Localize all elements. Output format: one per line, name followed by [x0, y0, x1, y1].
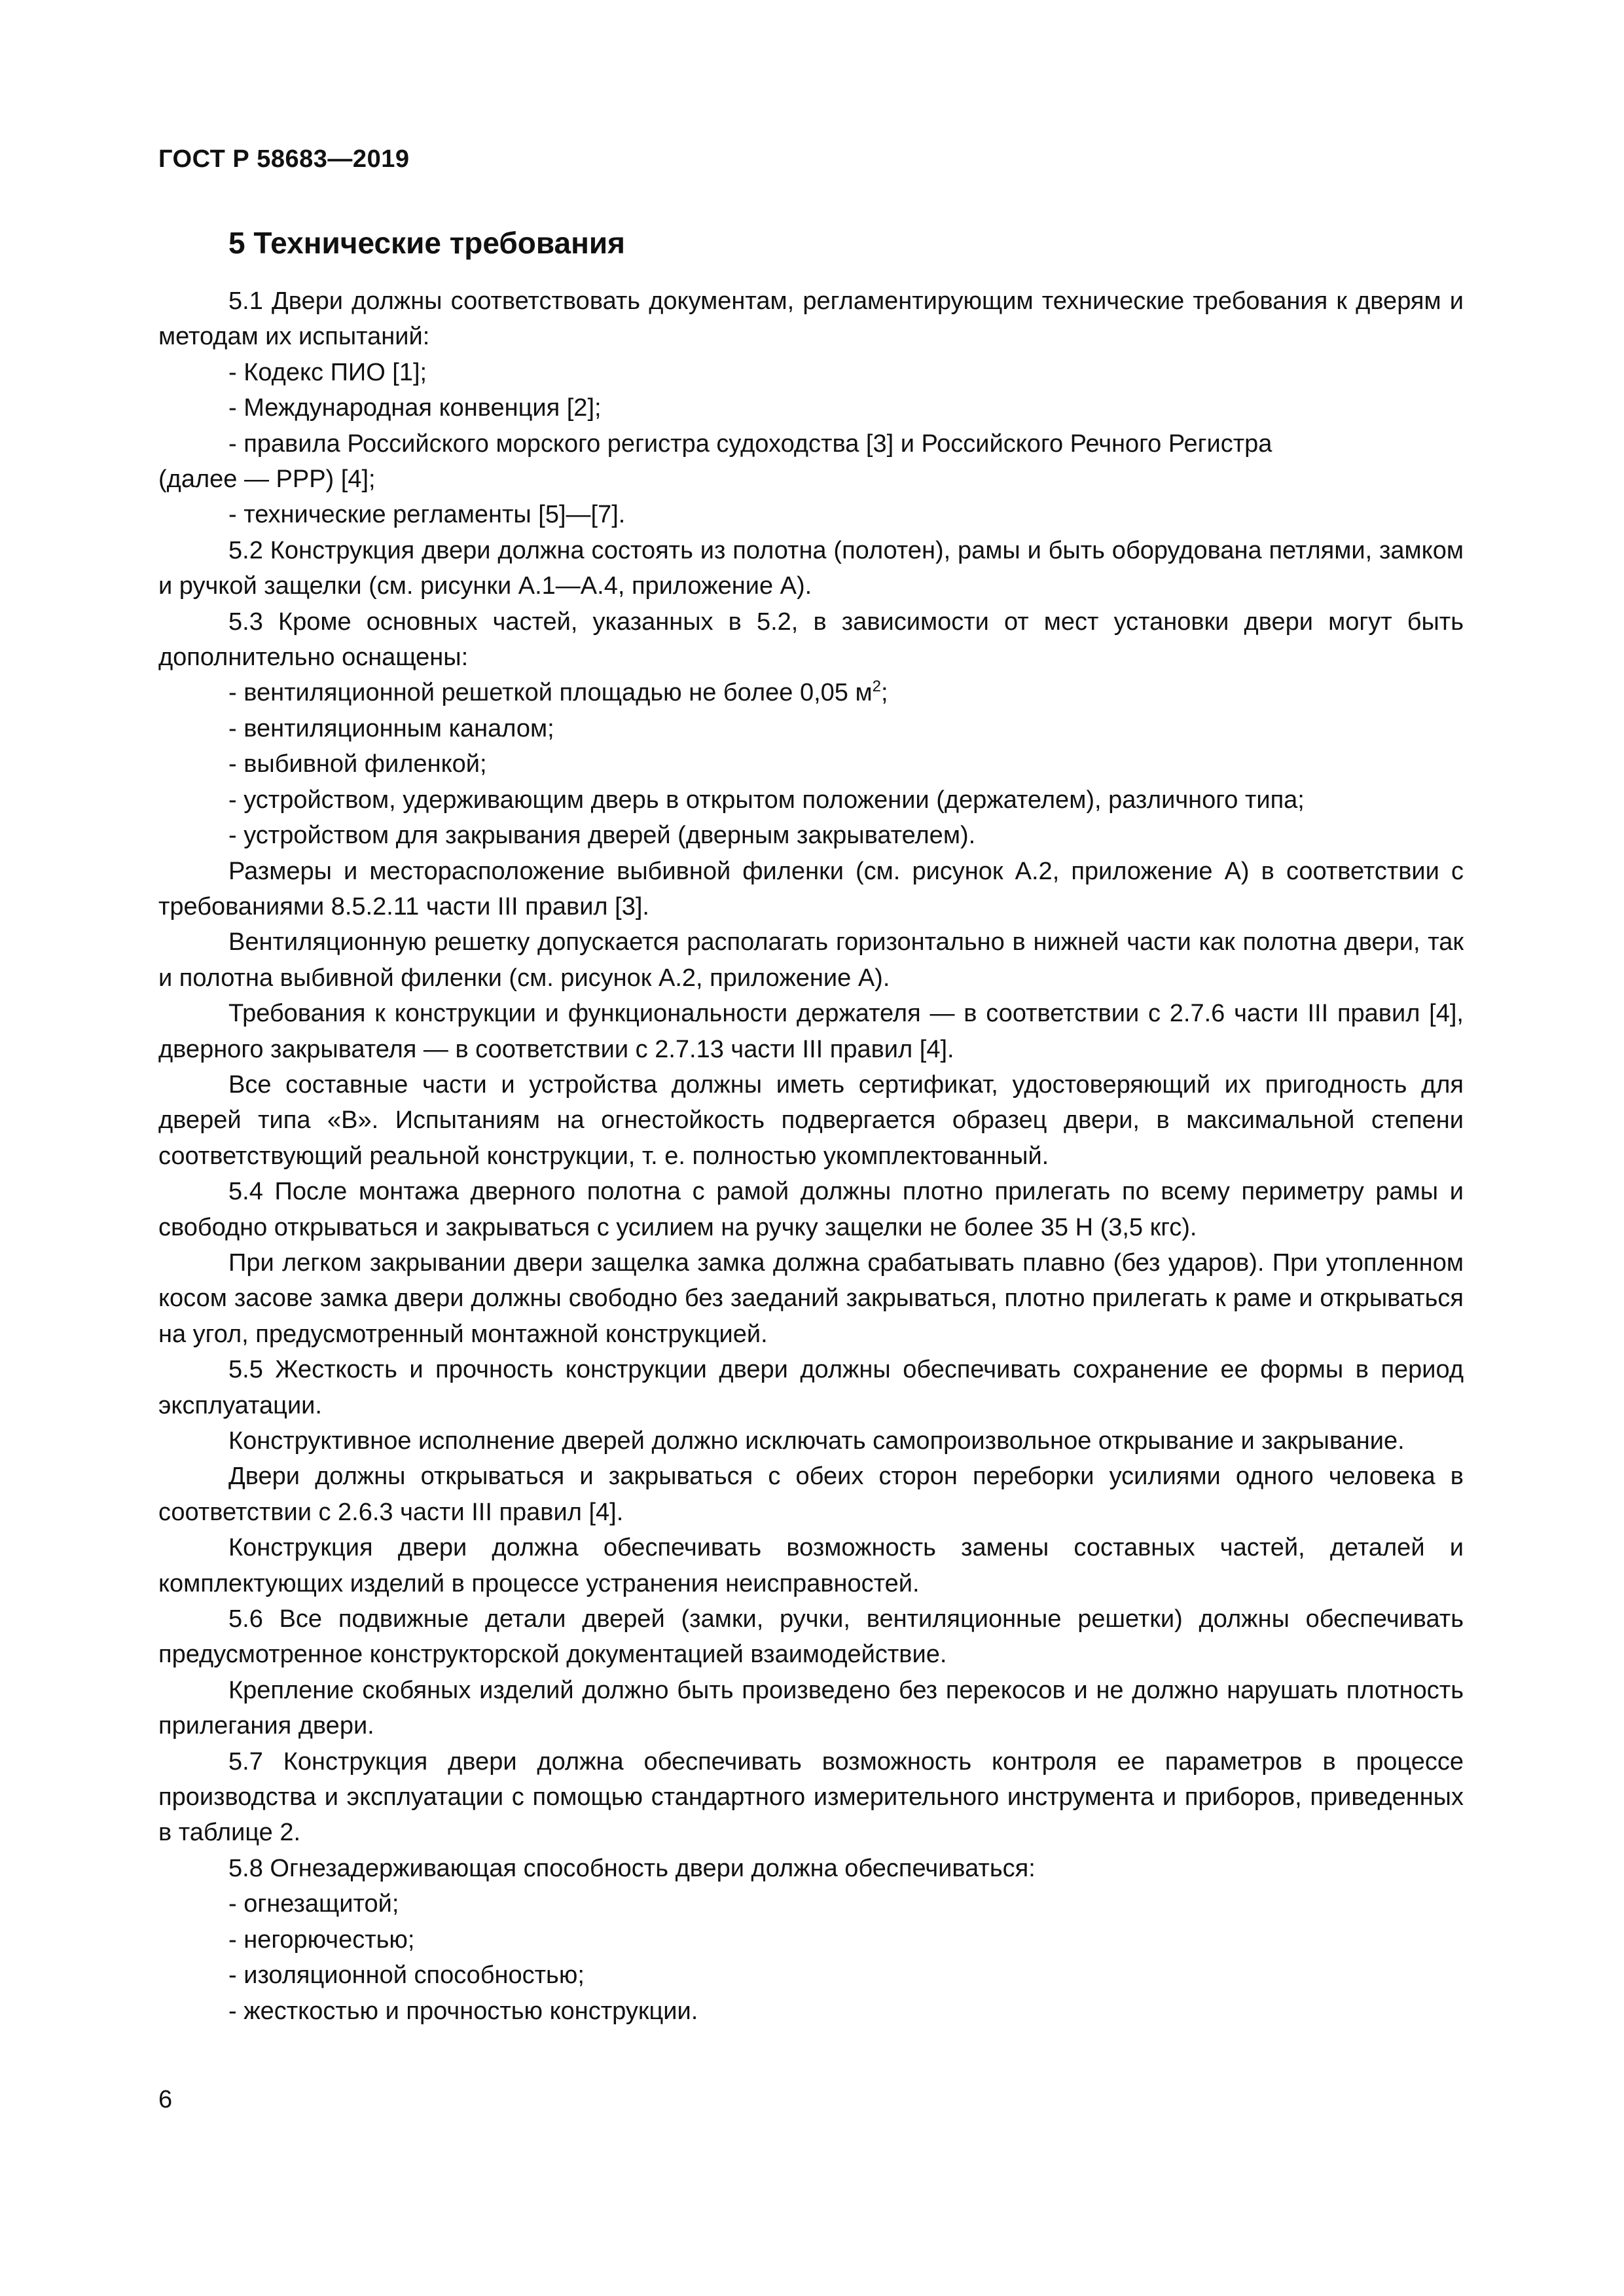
- document-code-header: ГОСТ Р 58683—2019: [158, 145, 410, 173]
- list-item: [158, 355, 1464, 390]
- list-item: [158, 746, 1464, 782]
- paragraph-list: [158, 283, 1464, 2029]
- paragraph: [158, 604, 1464, 676]
- paragraph-text: 5.4 После монтажа дверного полотна с рамой должны плотно прилегать по всему периметру рамы и свободно открываться и закрываться с усилием на ручку защелки не более 35 Н (3,5 кгс).: [158, 1178, 1464, 1241]
- paragraph: [158, 1459, 1464, 1530]
- paragraph-text: - вентиляционным каналом;: [228, 714, 554, 742]
- page-number: 6: [158, 2086, 173, 2113]
- paragraph-text: 5.1 Двери должны соответствовать документам, регламентирующим технические требования к дверям и методам их испытаний:: [158, 287, 1464, 351]
- paragraph-text: - жесткостью и прочностью конструкции.: [228, 1997, 698, 2025]
- paragraph-text: Конструктивное исполнение дверей должно исключать самопроизвольное открывание и закрывание.: [228, 1427, 1405, 1455]
- paragraph: [158, 1673, 1464, 1744]
- paragraph-text: 5.7 Конструкция двери должна обеспечивать возможность контроля ее параметров в процессе производства и эксплуатации с помощью стандартного измерительного инструмента и приборов, приведенных в таблице 2.: [158, 1747, 1464, 1847]
- paragraph-text: - огнезащитой;: [228, 1890, 399, 1918]
- list-item: [158, 1958, 1464, 1993]
- paragraph-text: (далее — РРР) [4];: [158, 465, 376, 494]
- paragraph: [158, 1245, 1464, 1352]
- paragraph-text: 5.5 Жесткость и прочность конструкции двери должны обеспечивать сохранение ее формы в период эксплуатации.: [158, 1356, 1464, 1419]
- paragraph-text: При легком закрывании двери защелка замка должна срабатывать плавно (без ударов). При утопленном косом засове замка двери должны свободно без заеданий закрываться, плотно прилегать к раме и открываться на угол, предусмотренный монтажной конструкцией.: [158, 1248, 1464, 1348]
- paragraph: [158, 924, 1464, 996]
- paragraph-text: - негорючестью;: [228, 1925, 415, 1954]
- superscript: 2: [872, 678, 881, 696]
- list-item: [158, 426, 1464, 462]
- paragraph-text: 5.2 Конструкция двери должна состоять из полотна (полотен), рамы и быть оборудована петлями, замком и ручкой защелки (см. рисунки А.1—А.4, приложение А).: [158, 536, 1464, 600]
- paragraph-text: - технические регламенты [5]—[7].: [228, 501, 626, 529]
- paragraph: [158, 1174, 1464, 1245]
- paragraph: [158, 1530, 1464, 1601]
- list-item: [158, 497, 1464, 532]
- paragraph-text: Требования к конструкции и функциональности держателя — в соответствии с 2.7.6 части III правил [4], дверного закрывателя — в соответствии с 2.7.13 части III правил [4].: [158, 1000, 1464, 1063]
- paragraph-text: Все составные части и устройства должны иметь сертификат, удостоверяющий их пригодность для дверей типа «В». Испытаниям на огнестойкость подвергается образец двери, в максимальной степени соответствующий реальной конструкции, т. е. полностью укомплектованный.: [158, 1070, 1464, 1170]
- paragraph-text: 5.6 Все подвижные детали дверей (замки, ручки, вентиляционные решетки) должны обеспечивать предусмотренное конструкторской документацией взаимодействие.: [158, 1605, 1464, 1669]
- paragraph: [158, 533, 1464, 604]
- paragraph-text: Крепление скобяных изделий должно быть произведено без перекосов и не должно нарушать плотность прилегания двери.: [158, 1676, 1464, 1740]
- paragraph-text: Размеры и месторасположение выбивной филенки (см. рисунок А.2, приложение А) в соответствии с требованиями 8.5.2.11 части III правил [3].: [158, 857, 1464, 920]
- list-item: [158, 390, 1464, 426]
- paragraph-text: - устройством для закрывания дверей (дверным закрывателем).: [228, 822, 976, 850]
- list-item: [158, 818, 1464, 853]
- paragraph: [158, 1601, 1464, 1673]
- paragraph-text: - Международная конвенция [2];: [228, 394, 602, 422]
- paragraph: [158, 1423, 1464, 1459]
- paragraph: [158, 996, 1464, 1067]
- list-item: [158, 1922, 1464, 1958]
- list-item: [158, 782, 1464, 818]
- document-body: [158, 219, 1464, 2029]
- paragraph-tail: ;: [880, 679, 888, 707]
- paragraph-text: 5.3 Кроме основных частей, указанных в 5.2, в зависимости от мест установки двери могут быть дополнительно оснащены:: [158, 608, 1464, 672]
- paragraph-text: - вентиляционной решеткой площадью не более 0,05 м: [228, 679, 873, 707]
- paragraph-text: Вентиляционную решетку допускается располагать горизонтально в нижней части как полотна двери, так и полотна выбивной филенки (см. рисунок А.2, приложение А).: [158, 928, 1464, 992]
- paragraph-text: - правила Российского морского регистра судоходства [3] и Российского Речного Регистра: [228, 429, 1272, 458]
- list-item: [158, 1886, 1464, 1922]
- paragraph: [158, 1851, 1464, 1886]
- section-title: 5 Технические требования: [228, 226, 625, 260]
- paragraph: [158, 1352, 1464, 1423]
- paragraph-text: - Кодекс ПИО [1];: [228, 358, 427, 386]
- list-item: [158, 711, 1464, 746]
- list-item: [158, 1994, 1464, 2029]
- paragraph-text: - устройством, удерживающим дверь в открытом положении (держателем), различного типа;: [228, 786, 1305, 814]
- paragraph-text: - изоляционной способностью;: [228, 1961, 585, 1990]
- paragraph-text: Двери должны открываться и закрываться с обеих сторон переборки усилиями одного человека в соответствии с 2.6.3 части III правил [4].: [158, 1463, 1464, 1526]
- paragraph: [158, 1067, 1464, 1174]
- paragraph: [158, 462, 1464, 497]
- paragraph-text: - выбивной филенкой;: [228, 750, 487, 778]
- paragraph: [158, 854, 1464, 925]
- paragraph-text: Конструкция двери должна обеспечивать возможность замены составных частей, деталей и комплектующих изделий в процессе устранения неисправностей.: [158, 1534, 1464, 1597]
- paragraph: [158, 1744, 1464, 1851]
- list-item: [158, 675, 1464, 710]
- paragraph: [158, 283, 1464, 355]
- paragraph-text: 5.8 Огнезадерживающая способность двери должна обеспечиваться:: [228, 1854, 1036, 1882]
